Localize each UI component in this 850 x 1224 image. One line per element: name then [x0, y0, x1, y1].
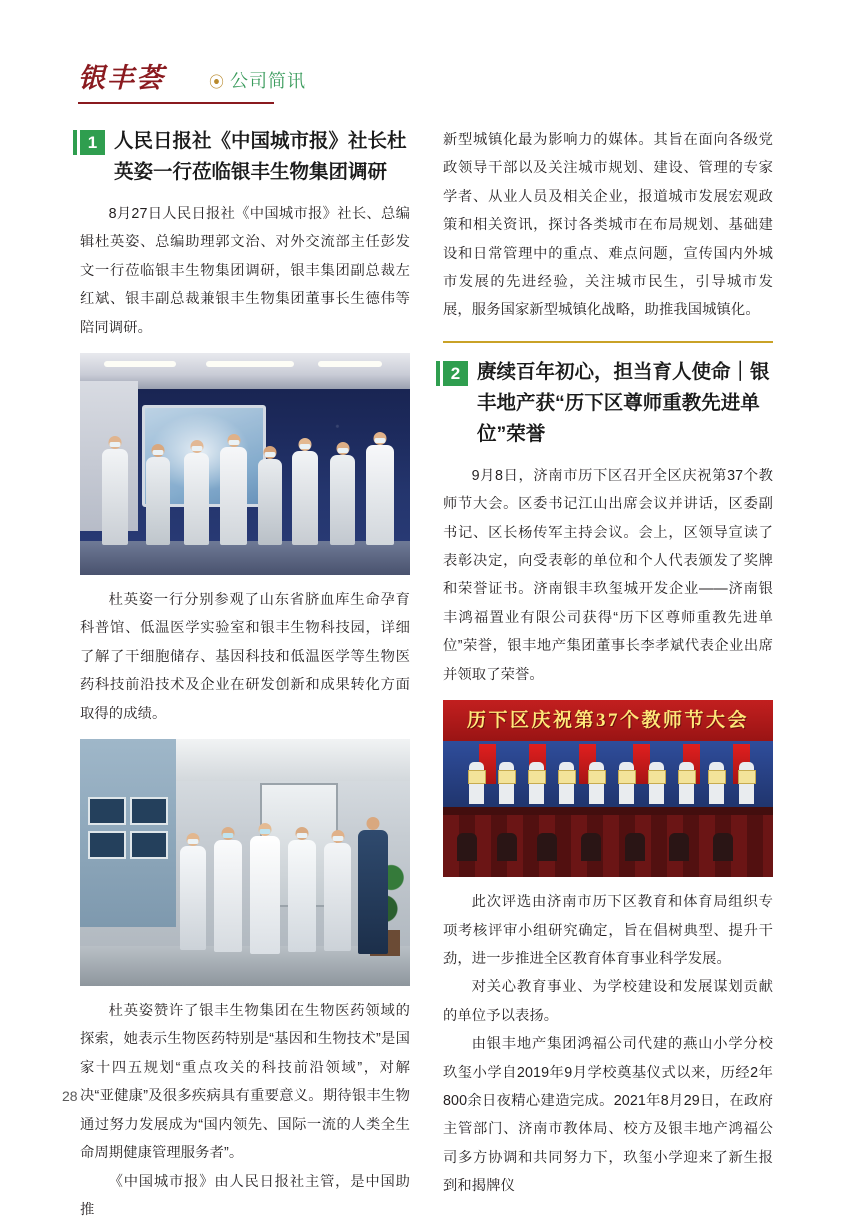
- article-1-headline: 人民日报社《中国城市报》社长杜英姿一行莅临银丰生物集团调研: [114, 126, 410, 188]
- masthead-rule: [78, 102, 274, 104]
- article-2-photo-1: [443, 700, 773, 877]
- article-1-paragraph-4-cont: 新型城镇化最为影响力的媒体。其旨在面向各级党政领导干部以及关注城市规划、建设、管理的专家学者、从业人员及相关企业，报道城市发展宏观政策和相关资讯，探讨各类城市在布局规划、基础建设和日常管理中的重点、难点问题，宣传国内外城市发展的先进经验，关注城市民生，引导城市发展，服务国家新型城镇化战略，助推我国城镇化。: [443, 126, 773, 325]
- section-divider: [443, 341, 773, 343]
- masthead-logo: 银丰荟: [78, 62, 165, 94]
- article-1-paragraph-2: 杜英姿一行分别参观了山东省脐血库生命孕育科普馆、低温医学实验室和银丰生物科技园，详细了解了干细胞储存、基因科技和低温医学等生物医药科技前沿技术及企业在研发创新和成果转化方面取得的成绩。: [80, 586, 410, 728]
- article-2-paragraph-2: 此次评选由济南市历下区教育和体育局组织专项考核评审小组研究确定，旨在倡树典型、提升干劲，进一步推进全区教育体育事业科学发展。: [443, 888, 773, 973]
- article-1-photo-1: [80, 353, 410, 575]
- article-1-photo-2: [80, 739, 410, 986]
- article-1-paragraph-1: 8月27日人民日报社《中国城市报》社长、总编辑杜英姿、总编助理郭文治、对外交流部主任彭发文一行莅临银丰生物集团调研，银丰集团副总裁左红斌、银丰副总裁兼银丰生物集团董事长生德伟等陪同调研。: [80, 200, 410, 342]
- article-2-headline-block: [443, 357, 773, 450]
- column-right: [443, 126, 773, 1201]
- article-1-paragraph-3: 杜英姿赞许了银丰生物集团在生物医药领域的探索，她表示生物医药特别是“基因和生物技术”是国家十四五规划“重点攻关的科技前沿领域”，对解决“亚健康”及很多疾病具有重要意义。期待银丰生物通过努力发展成为“国内领先、国际一流的人类全生命周期健康管理服务者”。: [80, 997, 410, 1167]
- article-2-headline: 赓续百年初心，担当育人使命｜银丰地产获“历下区尊师重教先进单位”荣誉: [477, 357, 773, 450]
- article-2-paragraph-3: 对关心教育事业、为学校建设和发展谋划贡献的单位予以表扬。: [443, 973, 773, 1030]
- article-2-paragraph-1: 9月8日，济南市历下区召开全区庆祝第37个教师节大会。区委书记江山出席会议并讲话，区委副书记、区长杨传军主持会议。会上，区领导宣读了表彰决定，向受表彰的单位和个人代表颁发了奖牌和荣誉证书。济南银丰玖玺城开发企业——济南银丰鸿福置业有限公司获得“历下区尊师重教先进单位”荣誉，银丰地产集团董事长李孝斌代表企业出席并领取了荣誉。: [443, 462, 773, 689]
- article-1-headline-block: [80, 126, 410, 188]
- article-1-paragraph-4-lead: 《中国城市报》由人民日报社主管，是中国助推: [80, 1168, 410, 1224]
- swirl-ornament-icon: ⦿: [209, 71, 224, 92]
- article-2-paragraph-4: 由银丰地产集团鸿福公司代建的燕山小学分校玖玺小学自2019年9月学校奠基仪式以来，历经2年800余日夜精心建造完成。2021年8月29日，在政府主管部门、济南市教体局、校方及银丰地产鸿福公司多方协调和共同努力下，玖玺小学迎来了新生报到和揭牌仪: [443, 1030, 773, 1200]
- photo-banner-text: 历下区庆祝第37个教师节大会: [443, 700, 773, 741]
- article-1-number: 1: [80, 130, 105, 155]
- masthead: [78, 62, 778, 108]
- article-2-number: 2: [443, 361, 468, 386]
- column-left: [80, 126, 410, 1224]
- section-label: 公司简讯: [230, 67, 306, 93]
- page-number: 28: [62, 1088, 78, 1104]
